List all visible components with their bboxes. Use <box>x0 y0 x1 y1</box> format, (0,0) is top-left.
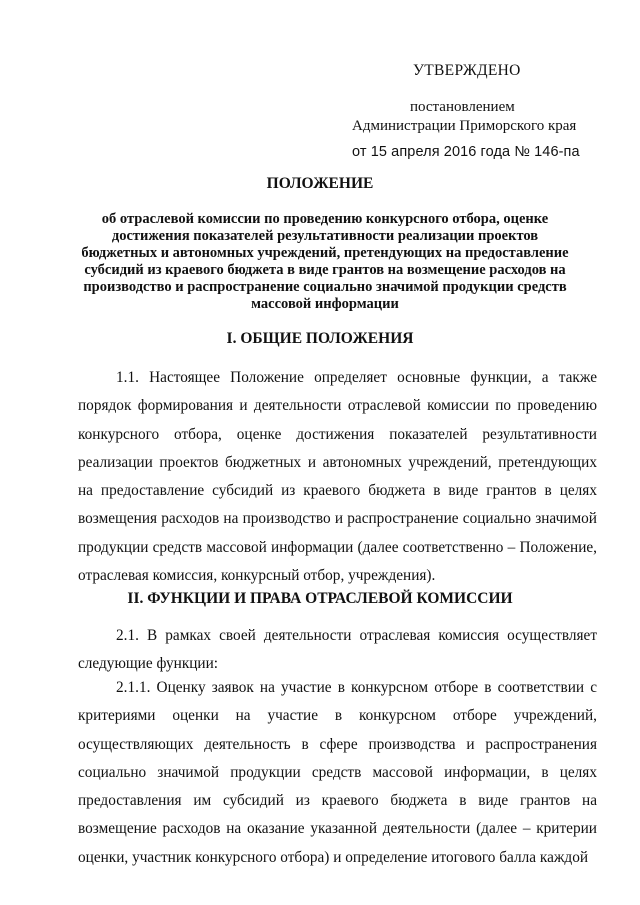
approval-block <box>0 0 640 160</box>
approval-date-number: от 15 апреля 2016 года № 146-па <box>352 144 580 160</box>
paragraph-2-1: 2.1. В рамках своей деятельности отраслевая комиссия осуществляет следующие функции: <box>78 627 597 673</box>
document-subtitle: об отраслевой комиссии по проведению конкурсного отбора, оценке достижения показателей результативности реализации проектов бюджетных и автономных учреждений, претендующих на предоставление субсидий из краевого бюджета в виде грантов на возмещение расходов на производство и распространение социально значимой продукции средств массовой информации <box>81 211 569 312</box>
document-title: ПОЛОЖЕНИЕ <box>266 175 374 192</box>
paragraph-1-1: 1.1. Настоящее Положение определяет основные функции, а также порядок формирования и деятельности отраслевой комиссии по проведению конкурсного отбора, оценке достижения показателей результативности реализации проектов бюджетных и автономных учреждений, претендующих на предоставление субсидий из краевого бюджета в виде грантов в целях возмещения расходов на производство и распространение социально значимой продукции средств массовой информации (далее соответственно – Положение, отраслевая комиссия, конкурсный отбор, учреждения). <box>78 369 597 585</box>
section-1-heading: I. ОБЩИЕ ПОЛОЖЕНИЯ <box>226 330 414 347</box>
approval-stamp-title: УТВЕРЖДЕНО <box>413 62 521 79</box>
paragraph-2-1-1: 2.1.1. Оценку заявок на участие в конкурсном отборе в соответствии с критериями оценки на участие в конкурсном отборе учреждений, осуществляющих деятельность в сфере производства и распространения социально значимой продукции средств массовой информации, в целях предоставления им субсидий из краевого бюджета в виде грантов на возмещение расходов на оказание указанной деятельности (далее – критерии оценки, участник конкурсного отбора) и определение итогового балла каждой <box>78 679 597 866</box>
approval-line-1: постановлением <box>410 99 515 115</box>
section-2-heading: II. ФУНКЦИИ И ПРАВА ОТРАСЛЕВОЙ КОМИССИИ <box>127 590 513 607</box>
approval-line-2: Администрации Приморского края <box>352 118 577 134</box>
